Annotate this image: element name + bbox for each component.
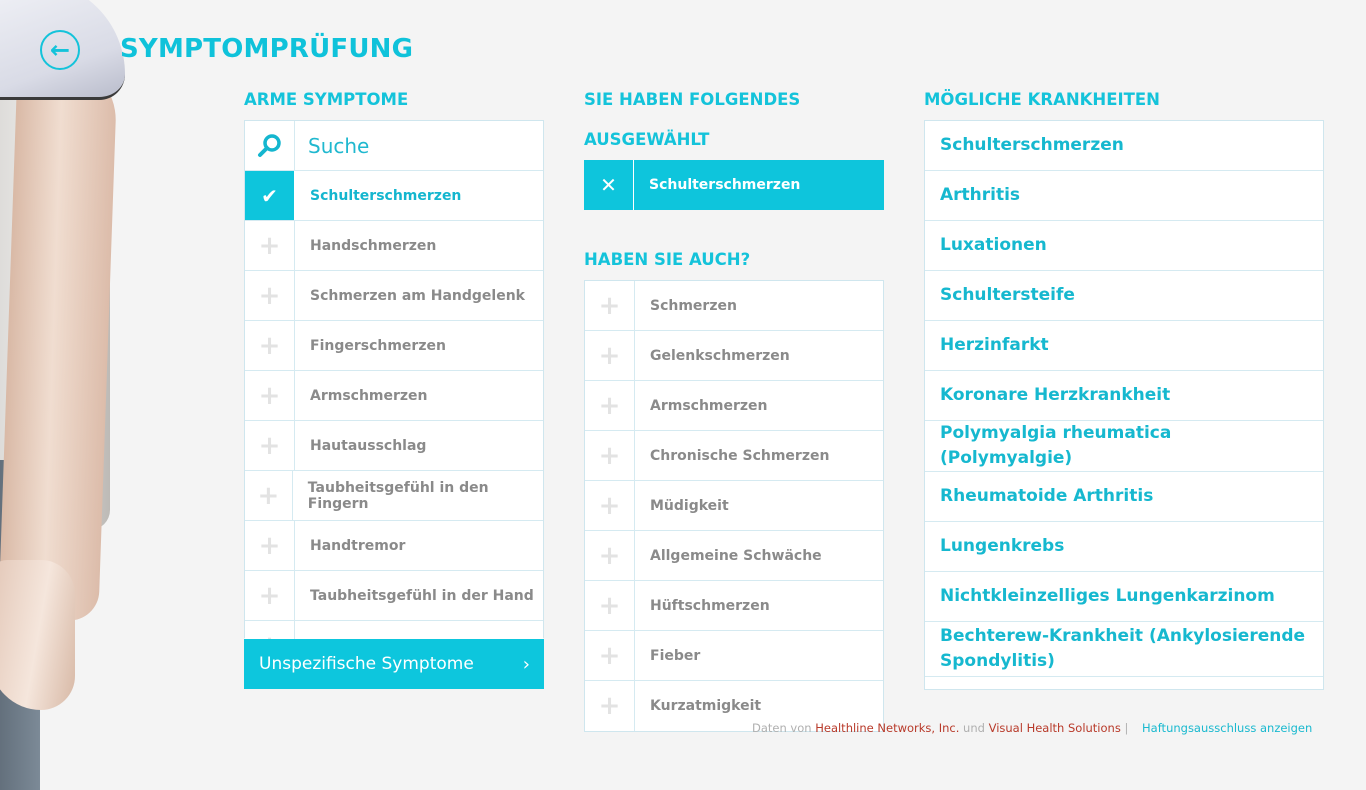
plus-icon: + — [245, 471, 293, 520]
possible-diseases-column — [924, 80, 1324, 690]
plus-icon: + — [245, 571, 295, 620]
also-have-heading: HABEN SIE AUCH? — [584, 250, 751, 269]
symptom-item[interactable] — [245, 221, 543, 271]
healthline-link[interactable]: Healthline Networks, Inc. — [815, 721, 960, 735]
plus-icon: + — [585, 381, 635, 430]
symptom-label: Kurzatmigkeit — [650, 698, 762, 714]
disease-item[interactable]: Luxationen — [925, 221, 1323, 271]
symptom-label: Taubheitsgefühl in der Hand — [310, 587, 534, 604]
plus-icon: + — [585, 331, 635, 380]
disclaimer-link[interactable]: Haftungsausschluss anzeigen — [1142, 721, 1313, 735]
plus-icon: + — [245, 271, 295, 320]
plus-icon: + — [245, 421, 295, 470]
suggested-symptom-item[interactable] — [585, 331, 883, 381]
plus-icon: + — [245, 521, 295, 570]
plus-icon: + — [585, 481, 635, 530]
disease-item[interactable]: Koronare Herzkrankheit — [925, 371, 1323, 421]
body-model-arm-image[interactable] — [0, 0, 130, 768]
arm-symptoms-column — [244, 80, 544, 638]
symptom-label: Hüftschmerzen — [650, 597, 770, 614]
also-have-list[interactable] — [584, 280, 884, 732]
selected-heading-line1: SIE HABEN FOLGENDES — [584, 90, 801, 109]
symptom-label: Taubheitsgefühl in den Fingern — [307, 479, 489, 512]
symptom-item[interactable] — [245, 171, 543, 221]
symptom-label: Armschmerzen — [310, 387, 428, 404]
plus-icon: + — [585, 281, 635, 330]
symptom-label: Schmerzen — [650, 297, 737, 314]
selected-symptoms-column — [584, 80, 884, 732]
search-input[interactable]: Suche — [308, 133, 370, 158]
arm-shape — [0, 58, 118, 621]
hand-shape — [0, 560, 75, 710]
plus-icon: + — [245, 321, 295, 370]
data-source-footer — [752, 721, 1312, 735]
arm-symptoms-list[interactable] — [244, 120, 544, 638]
selected-symptom-chip[interactable] — [584, 160, 884, 210]
symptom-label: Schulterschmerzen — [310, 187, 462, 204]
arrow-left-icon: ← — [49, 36, 71, 64]
disease-item[interactable]: Schultersteife — [925, 271, 1323, 321]
symptom-label: Schmerzen am Handgelenk — [310, 287, 525, 304]
arm-symptoms-heading: ARME SYMPTOME — [244, 90, 409, 109]
symptom-item[interactable] — [245, 271, 543, 321]
symptom-label: Allgemeine Schwäche — [650, 547, 822, 564]
plus-icon: + — [585, 431, 635, 480]
disease-item[interactable]: Polymyalgia rheumatica (Polymyalgie) — [925, 421, 1323, 472]
footer-joiner: und — [963, 721, 985, 735]
disease-item[interactable]: Bechterew-Krankheit (Ankylosierende Spondylitis) — [925, 622, 1323, 677]
page-title: SYMPTOMPRÜFUNG — [120, 34, 414, 64]
suggested-symptom-item[interactable] — [585, 581, 883, 631]
plus-icon: + — [585, 581, 635, 630]
disease-item[interactable]: Arthritis — [925, 171, 1323, 221]
suggested-symptom-item[interactable] — [585, 631, 883, 681]
possible-diseases-heading: MÖGLICHE KRANKHEITEN — [924, 90, 1160, 109]
plus-icon: + — [245, 221, 295, 270]
symptom-item[interactable] — [245, 521, 543, 571]
suggested-symptom-item[interactable] — [585, 281, 883, 331]
symptom-label: Armschmerzen — [650, 397, 768, 414]
checkmark-icon: ✔ — [245, 171, 295, 220]
symptom-label: Müdigkeit — [650, 497, 729, 514]
symptom-label: Gelenkschmerzen — [650, 347, 790, 364]
footer-separator: | — [1124, 721, 1129, 735]
disease-item[interactable]: Lungenkrebs — [925, 522, 1323, 572]
selected-symptom-label: Schulterschmerzen — [649, 177, 801, 193]
selected-heading-line2: AUSGEWÄHLT — [584, 130, 710, 149]
disease-item[interactable]: Rheumatoide Arthritis — [925, 472, 1323, 522]
plus-icon: + — [245, 371, 295, 420]
plus-icon: + — [585, 531, 635, 580]
symptom-label: Handschmerzen — [310, 237, 437, 254]
symptom-label: Hautausschlag — [310, 437, 427, 454]
symptom-item[interactable] — [245, 321, 543, 371]
close-icon[interactable]: ✕ — [584, 160, 634, 210]
unspecific-symptoms-button[interactable] — [244, 639, 544, 689]
disease-item[interactable]: Herzinfarkt — [925, 321, 1323, 371]
symptom-label: Fingerschmerzen — [310, 337, 446, 354]
symptom-label: Handtremor — [310, 537, 406, 554]
chevron-right-icon: › — [522, 653, 530, 675]
suggested-symptom-item[interactable] — [585, 431, 883, 481]
disease-item[interactable]: Nichtkleinzelliges Lungenkarzinom — [925, 572, 1323, 622]
footer-prefix: Daten von — [752, 721, 812, 735]
suggested-symptom-item[interactable] — [585, 481, 883, 531]
unspecific-symptoms-label: Unspezifische Symptome — [259, 654, 474, 674]
symptom-item[interactable] — [245, 421, 543, 471]
symptom-label: Chronische Schmerzen — [650, 447, 830, 464]
possible-diseases-list[interactable] — [924, 120, 1324, 690]
list-end-spacer — [925, 677, 1323, 689]
plus-icon: + — [585, 631, 635, 680]
disease-item[interactable]: Schulterschmerzen — [925, 121, 1323, 171]
symptom-item[interactable] — [245, 471, 543, 521]
symptom-label: Fieber — [650, 647, 701, 664]
plus-icon: + — [585, 681, 635, 731]
search-row[interactable] — [245, 121, 543, 171]
suggested-symptom-item[interactable] — [585, 531, 883, 581]
visual-health-link[interactable]: Visual Health Solutions — [988, 721, 1121, 735]
symptom-item[interactable] — [245, 371, 543, 421]
search-icon — [245, 121, 295, 170]
back-button[interactable] — [40, 30, 80, 70]
suggested-symptom-item[interactable] — [585, 381, 883, 431]
symptom-item[interactable] — [245, 571, 543, 621]
